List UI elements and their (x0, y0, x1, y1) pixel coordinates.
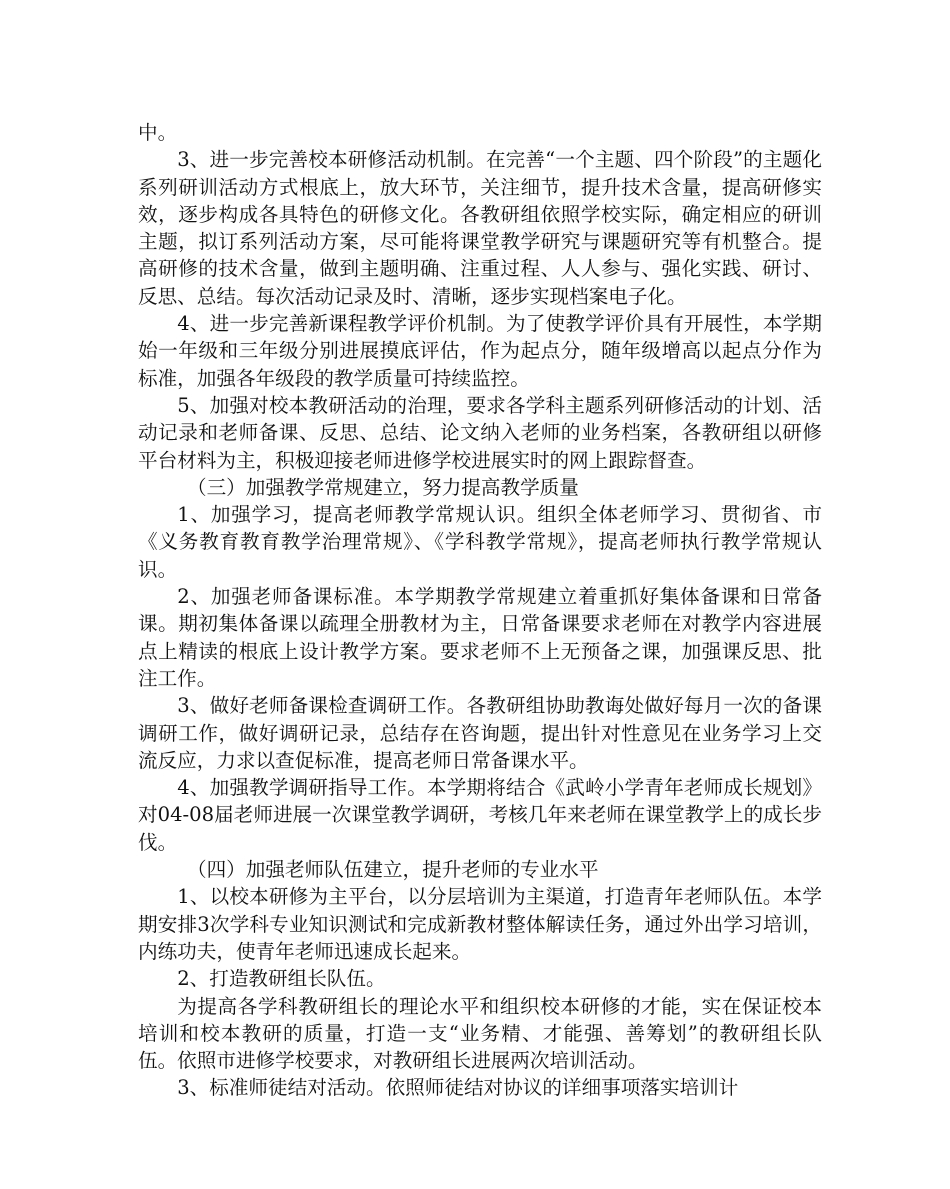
paragraph-1-young-teachers: 1、以校本研修为主平台，以分层培训为主渠道，打造青年老师队伍。本学期安排3次学科专业知识测试和完成新教材整体解读任务，通过外出学习培训，内练功夫，使青年老师迅速成长起来。 (138, 885, 822, 963)
paragraph-group-leaders-detail: 为提高各学科教研组长的理论水平和组织校本研修的才能，实在保证校本培训和校本教研的质量，打造一支“业务精、才能强、善筹划”的教研组长队伍。依照市进修学校要求，对教研组长进展两次培训活动。 (138, 994, 822, 1073)
document-body (138, 119, 822, 1102)
paragraph-2-lesson-prep: 2、加强老师备课标准。本学期教学常规建立着重抓好集体备课和日常备课。期初集体备课以疏理全册教材为主，日常备课要求老师在对教学内容进展点上精读的根底上设计教学方案。要求老师不上无预备之课，加强课反思、批注工作。 (138, 585, 822, 690)
paragraph-3-prep-inspection: 3、做好老师备课检查调研工作。各教研组协助教诲处做好每月一次的备课调研工作，做好调研记录，总结存在咨询题，提出针对性意见在业务学习上交流反应，力求以查促标准，提高老师日常备课水平。 (138, 694, 822, 772)
section-heading-3: （三）加强教学常规建立，努力提高教学质量 (187, 475, 579, 499)
paragraph-3-activity-mechanism: 3、进一步完善校本研修活动机制。在完善“一个主题、四个阶段”的主题化系列研训活动方式根底上，放大环节，关注细节，提升技术含量，提高研修实效，逐步构成各具特色的研修文化。各教研组依照学校实际，确定相应的研训主题，拟订系列活动方案，尽可能将课堂教学研究与课题研究等有机整合。提高研修的技术含量，做到主题明确、注重过程、人人参与、强化实践、研讨、反思、总结。每次活动记录及时、清晰，逐步实现档案电子化。 (138, 148, 822, 308)
paragraph-2-group-leaders: 2、打造教研组长队伍。 (177, 967, 386, 991)
paragraph-4-teaching-research: 4、加强教学调研指导工作。本学期将结合《武岭小学青年老师成长规划》对04-08届老师进展一次课堂教学调研，考核几年来老师在课堂教学上的成长步伐。 (138, 776, 822, 854)
paragraph-4-evaluation-mechanism: 4、进一步完善新课程教学评价机制。为了使教学评价具有开展性，本学期始一年级和三年级分别进展摸底评估，作为起点分，随年级增高以起点分作为标准，加强各年级段的教学质量可持续监控。 (138, 312, 822, 390)
paragraph-1-learning: 1、加强学习，提高老师教学常规认识。组织全体老师学习、贯彻省、市《义务教育教育教学治理常规》、《学科教学常规》，提高老师执行教学常规认识。 (138, 503, 822, 581)
paragraph-continuation: 中。 (138, 121, 178, 144)
section-heading-4: （四）加强老师队伍建立，提升老师的专业水平 (187, 858, 599, 882)
paragraph-3-mentorship: 3、标准师徒结对活动。依照师徒结对协议的详细事项落实培训计 (177, 1076, 739, 1100)
paragraph-5-management: 5、加强对校本教研活动的治理，要求各学科主题系列研修活动的计划、活动记录和老师备课、反思、总结、论文纳入老师的业务档案，各教研组以研修平台材料为主，积极迎接老师进修学校进展实时的网上跟踪督查。 (138, 393, 822, 472)
